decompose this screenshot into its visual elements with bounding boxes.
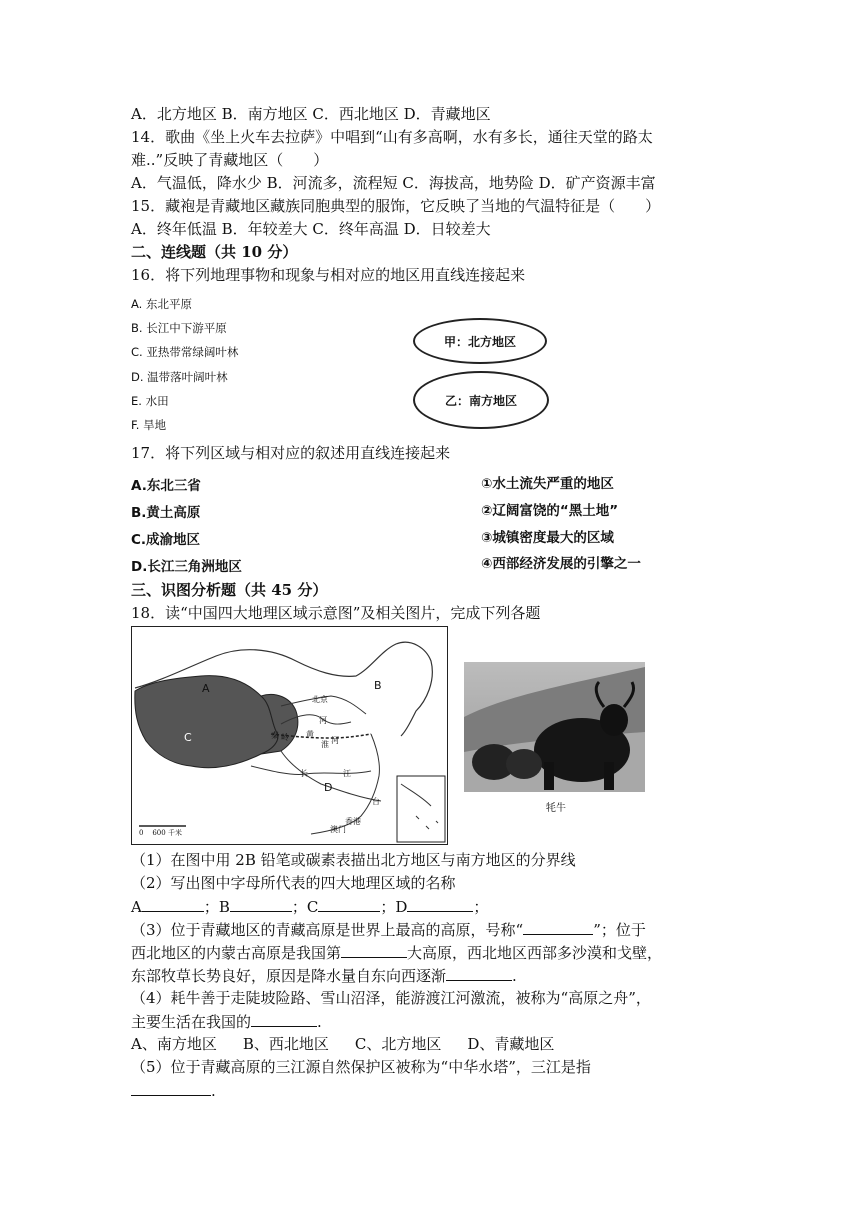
q17-right-4: ④西部经济发展的引擎之一 bbox=[481, 556, 641, 572]
q16-question: 16．将下列地理事物和现象与相对应的地区用直线连接起来 bbox=[131, 266, 526, 284]
q18-part3-line2 bbox=[131, 941, 662, 964]
region-oval-north: 甲：北方地区 bbox=[413, 318, 547, 364]
yak-photo bbox=[464, 662, 645, 792]
blank-c[interactable] bbox=[318, 895, 380, 912]
blank-b-label: ；B bbox=[203, 898, 230, 916]
blank-three-rivers[interactable] bbox=[131, 1079, 211, 1096]
q18-part4-line2 bbox=[131, 1010, 322, 1033]
blank-a[interactable] bbox=[142, 895, 204, 912]
q17-question: 17．将下列区域与相对应的叙述用直线连接起来 bbox=[131, 444, 451, 462]
q18-4-option-a: A、南方地区 bbox=[131, 1035, 217, 1053]
map-label-a: A bbox=[202, 682, 210, 695]
map-label-c: C bbox=[184, 731, 192, 744]
q14-line2: 难..”反映了青藏地区（ ） bbox=[131, 151, 329, 169]
q18-4-option-c: C、北方地区 bbox=[354, 1035, 442, 1053]
q18-3-text-c: 西北地区的内蒙古高原是我国第 bbox=[131, 944, 342, 962]
map-label-huang: 黄 bbox=[306, 730, 314, 739]
q18-3-text-a: （3）位于青藏地区的青藏高原是世界上最高的高原，号称“ bbox=[131, 921, 524, 939]
blank-c-label: ；C bbox=[291, 898, 319, 916]
q16-item-e: E. 水田 bbox=[131, 394, 169, 408]
q18-4-text: 主要生活在我国的 bbox=[131, 1013, 252, 1031]
q17-left-c: C.成渝地区 bbox=[131, 532, 201, 548]
q18-3-text-b: ”；位于 bbox=[593, 921, 646, 939]
q18-4-option-d: D、青藏地区 bbox=[467, 1035, 555, 1053]
section2-title: 二、连线题（共 10 分） bbox=[131, 243, 298, 261]
blank-a-label: A bbox=[131, 898, 142, 916]
blank-d[interactable] bbox=[407, 895, 473, 912]
q18-4-option-b: B、西北地区 bbox=[242, 1035, 329, 1053]
q18-part4-line1: （4）耗牛善于走陡坡险路、雪山沼泽，能游渡江河激流，被称为“高原之舟”， bbox=[131, 989, 651, 1007]
map-label-he: 河 bbox=[331, 736, 339, 745]
q18-part5-line1: （5）位于青藏高原的三江源自然保护区被称为“中华水塔”，三江是指 bbox=[131, 1058, 591, 1076]
region-oval-south: 乙：南方地区 bbox=[413, 371, 549, 429]
q15-question: 15．藏袍是青藏地区藏族同胞典型的服饰，它反映了当地的气温特征是（ ） bbox=[131, 197, 661, 215]
q18-part3-line1 bbox=[131, 918, 646, 941]
q18-5-end: . bbox=[211, 1082, 216, 1100]
map-label-huai: 淮 bbox=[321, 740, 329, 749]
map-label-he2: 河 bbox=[319, 716, 327, 725]
q16-item-f: F. 旱地 bbox=[131, 418, 167, 432]
q14-options: A．气温低，降水少 B．河流多，流程短 C．海拔高，地势险 D．矿产资源丰富 bbox=[131, 174, 656, 192]
map-label-ling: 岭 bbox=[281, 733, 289, 742]
q17-right-3: ③城镇密度最大的区域 bbox=[481, 530, 614, 546]
q18-part2-blanks bbox=[131, 895, 488, 918]
map-label-jiang: 江 bbox=[343, 769, 351, 778]
section3-title: 三、识图分析题（共 45 分） bbox=[131, 581, 328, 599]
map-label-d: D bbox=[324, 781, 333, 794]
q18-part5-line2 bbox=[131, 1079, 216, 1102]
blank-yak-region[interactable] bbox=[251, 1010, 317, 1027]
q18-3-text-d: 大高原，西北地区西部多沙漠和戈壁， bbox=[407, 944, 663, 962]
q14-line1: 14．歌曲《坐上火车去拉萨》中唱到“山有多高啊，水有多长，通往天堂的路太 bbox=[131, 128, 653, 146]
china-regions-map bbox=[131, 626, 448, 845]
q18-part4-options bbox=[131, 1033, 554, 1055]
photo-caption: 牦牛 bbox=[546, 803, 566, 814]
q16-item-a: A. 东北平原 bbox=[131, 297, 192, 311]
q18-3-text-e: 东部牧草长势良好，原因是降水量自东向西逐渐 bbox=[131, 967, 447, 985]
blank-end: ； bbox=[473, 898, 489, 916]
q18-question: 18．读“中国四大地理区域示意图”及相关图片，完成下列各题 bbox=[131, 604, 541, 622]
map-scale: 0 600 千米 bbox=[139, 829, 182, 837]
map-label-tai: 台 bbox=[372, 797, 380, 806]
blank-rainfall[interactable] bbox=[446, 964, 512, 981]
map-label-chang: 长 bbox=[300, 769, 308, 778]
q18-3-text-f: . bbox=[512, 967, 517, 985]
blank-plateau-rank[interactable] bbox=[341, 941, 407, 958]
q18-part2: （2）写出图中字母所代表的四大地理区域的名称 bbox=[131, 874, 456, 892]
q16-item-d: D. 温带落叶阔叶林 bbox=[131, 370, 228, 384]
q17-right-1: ①水土流失严重的地区 bbox=[481, 476, 614, 492]
q18-4-end: . bbox=[317, 1013, 322, 1031]
q18-part1: （1）在图中用 2B 铅笔或碳素表描出北方地区与南方地区的分界线 bbox=[131, 851, 576, 869]
q17-left-a: A.东北三省 bbox=[131, 478, 201, 494]
q13-options: A．北方地区 B．南方地区 C．西北地区 D．青藏地区 bbox=[131, 105, 491, 123]
map-label-b: B bbox=[374, 679, 382, 692]
q17-right-2: ②辽阔富饶的“黑土地” bbox=[481, 503, 619, 519]
q17-left-d: D.长江三角洲地区 bbox=[131, 559, 242, 575]
q17-left-b: B.黄土高原 bbox=[131, 505, 201, 521]
blank-plateau-name[interactable] bbox=[523, 918, 593, 935]
map-label-hongkong: 香港 bbox=[345, 817, 361, 826]
q18-part3-line3 bbox=[131, 964, 517, 987]
q15-options: A．终年低温 B．年较差大 C．终年高温 D．日较差大 bbox=[131, 220, 491, 238]
q16-item-c: C. 亚热带常绿阔叶林 bbox=[131, 345, 239, 359]
q16-item-b: B. 长江中下游平原 bbox=[131, 321, 227, 335]
map-label-macau: 澳门 bbox=[330, 825, 346, 834]
map-label-qin: 秦 bbox=[271, 731, 279, 740]
map-label-beijing: 北京 bbox=[312, 695, 328, 704]
blank-b[interactable] bbox=[230, 895, 292, 912]
blank-d-label: ；D bbox=[380, 898, 408, 916]
